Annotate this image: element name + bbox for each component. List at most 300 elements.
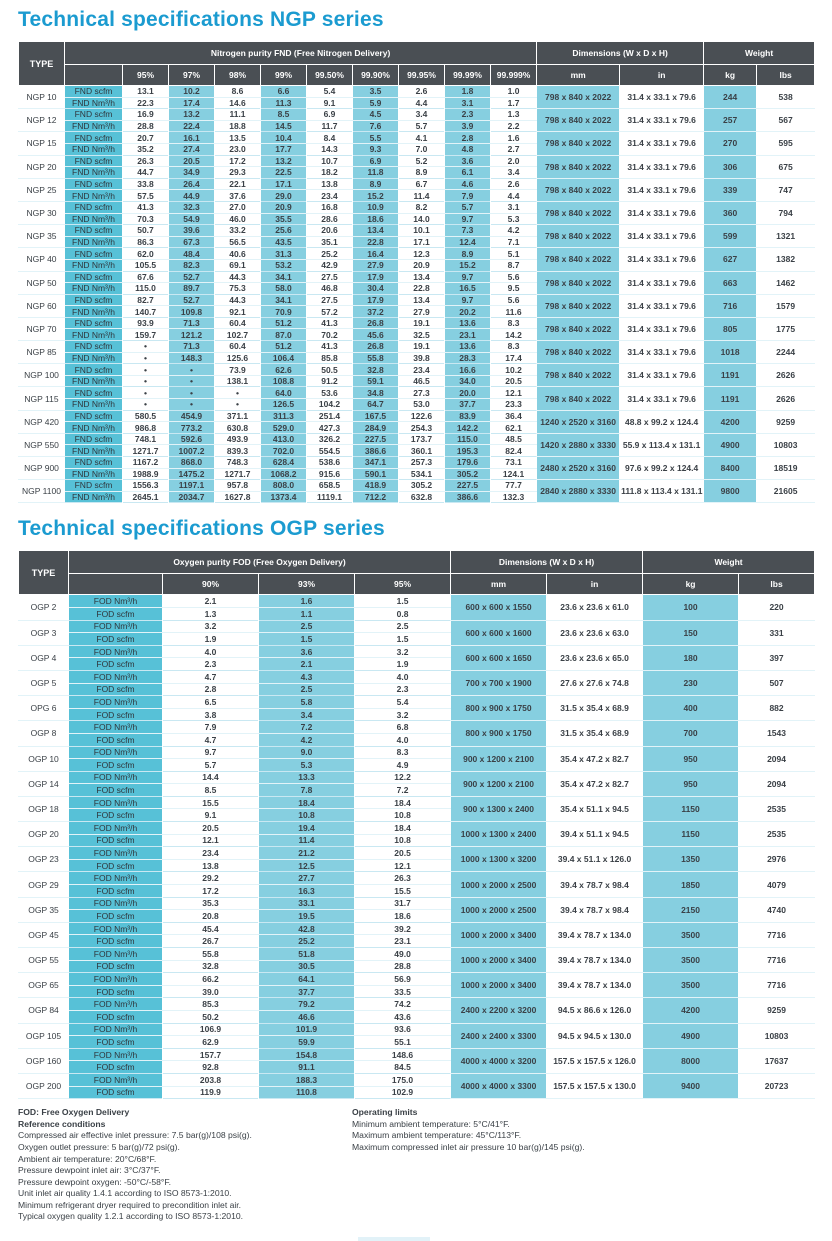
weight-lbs-cell: 21605 bbox=[757, 480, 815, 503]
dimensions-in-cell: 31.4 x 33.1 x 79.6 bbox=[620, 225, 704, 248]
weight-lbs-cell: 2094 bbox=[739, 746, 815, 771]
value-cell: 73.1 bbox=[491, 457, 537, 469]
value-cell: 9.3 bbox=[353, 143, 399, 155]
value-cell: 748.1 bbox=[123, 433, 169, 445]
value-cell: 19.1 bbox=[399, 341, 445, 353]
value-cell: 26.4 bbox=[169, 178, 215, 190]
weight-lbs-cell: 882 bbox=[739, 696, 815, 721]
value-cell: 5.7 bbox=[445, 201, 491, 213]
value-cell: 36.4 bbox=[491, 410, 537, 422]
value-cell: 20.9 bbox=[261, 201, 307, 213]
value-cell: 5.3 bbox=[491, 213, 537, 225]
value-cell: 1.3 bbox=[163, 607, 259, 620]
table-row bbox=[19, 645, 815, 658]
value-cell: 64.7 bbox=[353, 399, 399, 411]
value-cell: 11.4 bbox=[399, 190, 445, 202]
model-row-group bbox=[19, 721, 815, 746]
purity-column-header: 95% bbox=[355, 574, 451, 595]
table-row bbox=[19, 364, 815, 376]
value-cell: 3.2 bbox=[355, 645, 451, 658]
model-row-group bbox=[19, 271, 815, 294]
value-cell: 8.4 bbox=[307, 132, 353, 144]
value-cell: 106.4 bbox=[261, 352, 307, 364]
value-cell: 12.4 bbox=[445, 236, 491, 248]
value-cell: 91.1 bbox=[259, 1061, 355, 1074]
dimensions-in-cell: 35.4 x 47.2 x 82.7 bbox=[547, 771, 643, 796]
unit-label-cell: FND scfm bbox=[65, 201, 123, 213]
dimensions-mm-cell: 798 x 840 x 2022 bbox=[537, 387, 620, 410]
value-cell: 34.0 bbox=[445, 375, 491, 387]
dimensions-mm-cell: 600 x 600 x 1600 bbox=[451, 620, 547, 645]
ngp-spec-table bbox=[18, 41, 815, 503]
value-cell: 2.1 bbox=[259, 658, 355, 671]
value-cell: 418.9 bbox=[353, 480, 399, 492]
value-cell: 173.7 bbox=[399, 433, 445, 445]
value-cell: 71.3 bbox=[169, 317, 215, 329]
value-cell: 69.1 bbox=[215, 259, 261, 271]
value-cell: 8.9 bbox=[399, 167, 445, 179]
unit-label-cell: FOD scfm bbox=[69, 708, 163, 721]
dimensions-group-header: Dimensions (W x D x H) bbox=[537, 42, 704, 65]
value-cell: 67.6 bbox=[123, 271, 169, 283]
page-bottom-artifact bbox=[358, 1237, 430, 1241]
weight-lbs-cell: 10803 bbox=[757, 433, 815, 456]
unit-label-cell: FND Nm³/h bbox=[65, 306, 123, 318]
value-cell: 868.0 bbox=[169, 457, 215, 469]
model-row-group bbox=[19, 948, 815, 973]
value-cell: 91.2 bbox=[307, 375, 353, 387]
dimensions-in-cell: 35.4 x 51.1 x 94.5 bbox=[547, 796, 643, 821]
type-cell: OGP 55 bbox=[19, 948, 69, 973]
value-cell: 12.5 bbox=[259, 859, 355, 872]
unit-label-cell: FOD scfm bbox=[69, 960, 163, 973]
type-cell: NGP 900 bbox=[19, 457, 65, 480]
type-cell: NGP 1100 bbox=[19, 480, 65, 503]
unit-label-cell: FND scfm bbox=[65, 178, 123, 190]
value-cell: 28.3 bbox=[445, 352, 491, 364]
weight-lbs-cell: 7716 bbox=[739, 948, 815, 973]
weight-lbs-cell: 538 bbox=[757, 86, 815, 109]
value-cell: 3.9 bbox=[445, 120, 491, 132]
value-cell: 48.5 bbox=[491, 433, 537, 445]
type-cell: OGP 29 bbox=[19, 872, 69, 897]
value-cell: • bbox=[169, 387, 215, 399]
value-cell: 26.8 bbox=[353, 341, 399, 353]
value-cell: 27.7 bbox=[259, 872, 355, 885]
dimensions-in-cell: 39.4 x 78.7 x 134.0 bbox=[547, 973, 643, 998]
value-cell: 148.6 bbox=[355, 1048, 451, 1061]
value-cell: 42.9 bbox=[307, 259, 353, 271]
model-row-group bbox=[19, 847, 815, 872]
value-cell: 12.3 bbox=[399, 248, 445, 260]
dimensions-mm-cell: 800 x 900 x 1750 bbox=[451, 696, 547, 721]
value-cell: 37.7 bbox=[259, 985, 355, 998]
value-cell: 48.4 bbox=[169, 248, 215, 260]
value-cell: 8.7 bbox=[491, 259, 537, 271]
table-row bbox=[19, 155, 815, 167]
weight-lbs-cell: 17637 bbox=[739, 1048, 815, 1073]
dimensions-in-cell: 23.6 x 23.6 x 61.0 bbox=[547, 595, 643, 620]
dimensions-mm-cell: 1000 x 2000 x 2500 bbox=[451, 872, 547, 897]
value-cell: 13.8 bbox=[307, 178, 353, 190]
weight-lbs-cell: 2976 bbox=[739, 847, 815, 872]
value-cell: 14.6 bbox=[215, 97, 261, 109]
value-cell: 73.9 bbox=[215, 364, 261, 376]
type-cell: NGP 70 bbox=[19, 317, 65, 340]
weight-lbs-cell: 220 bbox=[739, 595, 815, 620]
value-cell: 17.1 bbox=[399, 236, 445, 248]
value-cell: 9.0 bbox=[259, 746, 355, 759]
table-row bbox=[19, 480, 815, 492]
value-cell: 27.9 bbox=[353, 259, 399, 271]
footnote-line: Maximum ambient temperature: 45°C/113°F. bbox=[352, 1130, 522, 1141]
model-row-group bbox=[19, 771, 815, 796]
value-cell: 39.8 bbox=[399, 352, 445, 364]
weight-kg-cell: 1018 bbox=[704, 341, 757, 364]
value-cell: 56.5 bbox=[215, 236, 261, 248]
value-cell: 35.5 bbox=[261, 213, 307, 225]
value-cell: 386.6 bbox=[353, 445, 399, 457]
unit-label-cell: FND scfm bbox=[65, 271, 123, 283]
weight-lbs-cell: 10803 bbox=[739, 1023, 815, 1048]
table-row bbox=[19, 822, 815, 835]
value-cell: 83.9 bbox=[445, 410, 491, 422]
footnotes-operating-limits bbox=[352, 1107, 772, 1153]
value-cell: 12.1 bbox=[491, 387, 537, 399]
type-cell: OGP 8 bbox=[19, 721, 69, 746]
purity-column-header: 99.50% bbox=[307, 65, 353, 86]
value-cell: 23.1 bbox=[445, 329, 491, 341]
value-cell: 360.1 bbox=[399, 445, 445, 457]
type-cell: NGP 50 bbox=[19, 271, 65, 294]
value-cell: 986.8 bbox=[123, 422, 169, 434]
table-row bbox=[19, 796, 815, 809]
value-cell: 3.8 bbox=[163, 708, 259, 721]
dimensions-mm-cell: 798 x 840 x 2022 bbox=[537, 178, 620, 201]
value-cell: 37.6 bbox=[215, 190, 261, 202]
dimensions-mm-cell: 1000 x 2000 x 3400 bbox=[451, 922, 547, 947]
unit-label-cell: FOD scfm bbox=[69, 1061, 163, 1074]
value-cell: 1197.1 bbox=[169, 480, 215, 492]
footnotes bbox=[0, 1099, 832, 1223]
dimensions-mm-cell: 600 x 600 x 1650 bbox=[451, 645, 547, 670]
type-cell: OPG 6 bbox=[19, 696, 69, 721]
weight-kg-cell: 8000 bbox=[643, 1048, 739, 1073]
value-cell: 33.2 bbox=[215, 225, 261, 237]
value-cell: 347.1 bbox=[353, 457, 399, 469]
model-row-group bbox=[19, 457, 815, 480]
unit-label-cell: FOD Nm³/h bbox=[69, 796, 163, 809]
value-cell: 1007.2 bbox=[169, 445, 215, 457]
value-cell: 7.0 bbox=[399, 143, 445, 155]
unit-label-cell: FOD scfm bbox=[69, 1086, 163, 1099]
weight-column-header: lbs bbox=[739, 574, 815, 595]
dimensions-mm-cell: 1000 x 1300 x 2400 bbox=[451, 822, 547, 847]
value-cell: 3.4 bbox=[399, 109, 445, 121]
model-row-group bbox=[19, 645, 815, 670]
value-cell: 22.1 bbox=[215, 178, 261, 190]
value-cell: 16.6 bbox=[445, 364, 491, 376]
value-cell: 14.3 bbox=[307, 143, 353, 155]
value-cell: 3.1 bbox=[445, 97, 491, 109]
footnote-line: Pressure dewpoint oxygen: -50°C/-58°F. bbox=[18, 1176, 172, 1187]
unit-label-cell: FND Nm³/h bbox=[65, 445, 123, 457]
value-cell: 1373.4 bbox=[261, 491, 307, 503]
dimensions-in-cell: 94.5 x 94.5 x 130.0 bbox=[547, 1023, 643, 1048]
weight-kg-cell: 360 bbox=[704, 201, 757, 224]
type-cell: NGP 85 bbox=[19, 341, 65, 364]
value-cell: 126.5 bbox=[261, 399, 307, 411]
value-cell: 8.3 bbox=[491, 317, 537, 329]
value-cell: • bbox=[169, 364, 215, 376]
value-cell: 39.0 bbox=[163, 985, 259, 998]
value-cell: 386.6 bbox=[445, 491, 491, 503]
value-cell: 71.3 bbox=[169, 341, 215, 353]
value-cell: 35.1 bbox=[307, 236, 353, 248]
table-row bbox=[19, 178, 815, 190]
value-cell: 105.5 bbox=[123, 259, 169, 271]
dimensions-mm-cell: 600 x 600 x 1550 bbox=[451, 595, 547, 620]
value-cell: 2.1 bbox=[163, 595, 259, 608]
model-row-group bbox=[19, 822, 815, 847]
dimensions-mm-cell: 1420 x 2880 x 3330 bbox=[537, 433, 620, 456]
value-cell: 4.8 bbox=[445, 143, 491, 155]
purity-column-header: 90% bbox=[163, 574, 259, 595]
value-cell: 808.0 bbox=[261, 480, 307, 492]
value-cell: 60.4 bbox=[215, 317, 261, 329]
value-cell: 1.9 bbox=[355, 658, 451, 671]
value-cell: 257.3 bbox=[399, 457, 445, 469]
value-cell: 60.4 bbox=[215, 341, 261, 353]
value-cell: 20.7 bbox=[123, 132, 169, 144]
model-row-group bbox=[19, 670, 815, 695]
value-cell: 33.5 bbox=[355, 985, 451, 998]
type-cell: OGP 65 bbox=[19, 973, 69, 998]
weight-kg-cell: 1150 bbox=[643, 796, 739, 821]
weight-kg-cell: 3500 bbox=[643, 922, 739, 947]
dimensions-in-cell: 39.4 x 78.7 x 98.4 bbox=[547, 872, 643, 897]
dimensions-mm-cell: 900 x 1200 x 2100 bbox=[451, 746, 547, 771]
value-cell: 37.2 bbox=[353, 306, 399, 318]
value-cell: 109.8 bbox=[169, 306, 215, 318]
model-row-group bbox=[19, 364, 815, 387]
model-row-group bbox=[19, 1073, 815, 1098]
model-row-group bbox=[19, 897, 815, 922]
value-cell: 5.2 bbox=[399, 155, 445, 167]
value-cell: 2.8 bbox=[163, 683, 259, 696]
value-cell: 87.0 bbox=[261, 329, 307, 341]
type-cell: OGP 200 bbox=[19, 1073, 69, 1098]
value-cell: 538.6 bbox=[307, 457, 353, 469]
value-cell: 3.1 bbox=[491, 201, 537, 213]
type-column-header: TYPE bbox=[19, 551, 69, 595]
table-row bbox=[19, 457, 815, 469]
dimensions-in-cell: 48.8 x 99.2 x 124.4 bbox=[620, 410, 704, 433]
value-cell: 34.1 bbox=[261, 271, 307, 283]
value-cell: 10.8 bbox=[259, 809, 355, 822]
value-cell: 8.3 bbox=[491, 341, 537, 353]
value-cell: 28.8 bbox=[123, 120, 169, 132]
value-cell: 20.5 bbox=[163, 822, 259, 835]
value-cell: 92.8 bbox=[163, 1061, 259, 1074]
value-cell: 4.0 bbox=[163, 645, 259, 658]
unit-label-cell: FND Nm³/h bbox=[65, 352, 123, 364]
value-cell: 5.6 bbox=[491, 294, 537, 306]
purity-column-header: 99.90% bbox=[353, 65, 399, 86]
value-cell: 10.7 bbox=[307, 155, 353, 167]
unit-label-cell: FND Nm³/h bbox=[65, 468, 123, 480]
dimensions-mm-cell: 798 x 840 x 2022 bbox=[537, 294, 620, 317]
value-cell: 20.8 bbox=[163, 910, 259, 923]
weight-kg-cell: 230 bbox=[643, 670, 739, 695]
value-cell: 305.2 bbox=[399, 480, 445, 492]
value-cell: 5.4 bbox=[355, 696, 451, 709]
value-cell: 11.6 bbox=[491, 306, 537, 318]
value-cell: • bbox=[123, 364, 169, 376]
unit-label-cell: FOD scfm bbox=[69, 633, 163, 646]
weight-lbs-cell: 1321 bbox=[757, 225, 815, 248]
value-cell: 62.6 bbox=[261, 364, 307, 376]
value-cell: 11.3 bbox=[261, 97, 307, 109]
value-cell: 454.9 bbox=[169, 410, 215, 422]
ogp-section bbox=[0, 517, 832, 1099]
value-cell: 1.3 bbox=[491, 109, 537, 121]
dimensions-in-cell: 31.4 x 33.1 x 79.6 bbox=[620, 317, 704, 340]
weight-kg-cell: 8400 bbox=[704, 457, 757, 480]
model-row-group bbox=[19, 1048, 815, 1073]
table-row bbox=[19, 771, 815, 784]
ogp-page-title: Technical specifications OGP series bbox=[18, 517, 385, 541]
model-row-group bbox=[19, 433, 815, 456]
value-cell: 12.1 bbox=[163, 834, 259, 847]
unit-label-cell: FOD Nm³/h bbox=[69, 721, 163, 734]
value-cell: 41.3 bbox=[307, 317, 353, 329]
value-cell: 20.5 bbox=[491, 375, 537, 387]
weight-column-header: lbs bbox=[757, 65, 815, 86]
value-cell: 26.8 bbox=[353, 317, 399, 329]
value-cell: 7.9 bbox=[445, 190, 491, 202]
unit-label-cell: FOD Nm³/h bbox=[69, 746, 163, 759]
unit-label-cell: FOD scfm bbox=[69, 910, 163, 923]
value-cell: 62.1 bbox=[491, 422, 537, 434]
value-cell: 25.2 bbox=[307, 248, 353, 260]
value-cell: 13.2 bbox=[169, 109, 215, 121]
footnote-line: FOD: Free Oxygen Delivery bbox=[18, 1107, 130, 1118]
weight-kg-cell: 716 bbox=[704, 294, 757, 317]
dimensions-in-cell: 39.4 x 51.1 x 126.0 bbox=[547, 847, 643, 872]
value-cell: 82.7 bbox=[123, 294, 169, 306]
unit-label-cell: FND scfm bbox=[65, 248, 123, 260]
weight-lbs-cell: 331 bbox=[739, 620, 815, 645]
value-cell: • bbox=[123, 352, 169, 364]
value-cell: 51.2 bbox=[261, 317, 307, 329]
footnote-line: Minimum ambient temperature: 5°C/41°F. bbox=[352, 1118, 510, 1129]
unit-label-cell: FOD Nm³/h bbox=[69, 822, 163, 835]
value-cell: 22.8 bbox=[399, 283, 445, 295]
dimensions-in-cell: 31.5 x 35.4 x 68.9 bbox=[547, 696, 643, 721]
unit-label-cell: FND scfm bbox=[65, 433, 123, 445]
value-cell: 157.7 bbox=[163, 1048, 259, 1061]
unit-column-header bbox=[69, 574, 163, 595]
dimensions-in-cell: 23.6 x 23.6 x 65.0 bbox=[547, 645, 643, 670]
model-row-group bbox=[19, 294, 815, 317]
weight-kg-cell: 180 bbox=[643, 645, 739, 670]
value-cell: 4.0 bbox=[355, 733, 451, 746]
value-cell: 25.6 bbox=[261, 225, 307, 237]
value-cell: 9.7 bbox=[445, 271, 491, 283]
value-cell: 121.2 bbox=[169, 329, 215, 341]
value-cell: 4.6 bbox=[445, 178, 491, 190]
weight-lbs-cell: 595 bbox=[757, 132, 815, 155]
value-cell: 70.9 bbox=[261, 306, 307, 318]
value-cell: 2.3 bbox=[355, 683, 451, 696]
type-cell: OGP 10 bbox=[19, 746, 69, 771]
value-cell: 10.2 bbox=[491, 364, 537, 376]
value-cell: 19.1 bbox=[399, 317, 445, 329]
ogp-spec-table bbox=[18, 550, 815, 1099]
value-cell: 53.6 bbox=[307, 387, 353, 399]
unit-label-cell: FND scfm bbox=[65, 109, 123, 121]
footnote-line: Typical oxygen quality 1.2.1 according to ISO 8573-1:2010. bbox=[18, 1211, 244, 1222]
value-cell: 284.9 bbox=[353, 422, 399, 434]
table-row bbox=[19, 1073, 815, 1086]
value-cell: 14.5 bbox=[261, 120, 307, 132]
value-cell: 42.8 bbox=[259, 922, 355, 935]
purity-column-header: 95% bbox=[123, 65, 169, 86]
value-cell: 23.0 bbox=[215, 143, 261, 155]
value-cell: 32.5 bbox=[399, 329, 445, 341]
value-cell: 124.1 bbox=[491, 468, 537, 480]
value-cell: 13.4 bbox=[399, 294, 445, 306]
dimensions-column-header: in bbox=[620, 65, 704, 86]
weight-kg-cell: 627 bbox=[704, 248, 757, 271]
dimensions-in-cell: 31.4 x 33.1 x 79.6 bbox=[620, 201, 704, 224]
value-cell: 55.8 bbox=[163, 948, 259, 961]
value-cell: 102.9 bbox=[355, 1086, 451, 1099]
value-cell: 119.9 bbox=[163, 1086, 259, 1099]
unit-label-cell: FOD Nm³/h bbox=[69, 897, 163, 910]
type-cell: NGP 60 bbox=[19, 294, 65, 317]
value-cell: 28.6 bbox=[307, 213, 353, 225]
weight-kg-cell: 257 bbox=[704, 109, 757, 132]
value-cell: 632.8 bbox=[399, 491, 445, 503]
value-cell: • bbox=[215, 399, 261, 411]
value-cell: 6.1 bbox=[445, 167, 491, 179]
footnote-line: Minimum refrigerant dryer required to precondition inlet air. bbox=[18, 1199, 242, 1210]
model-row-group bbox=[19, 86, 815, 109]
model-row-group bbox=[19, 595, 815, 620]
value-cell: 251.4 bbox=[307, 410, 353, 422]
unit-label-cell: FOD scfm bbox=[69, 1010, 163, 1023]
value-cell: 70.3 bbox=[123, 213, 169, 225]
table-row bbox=[19, 109, 815, 121]
value-cell: • bbox=[123, 375, 169, 387]
value-cell: 5.5 bbox=[353, 132, 399, 144]
value-cell: 52.7 bbox=[169, 294, 215, 306]
value-cell: 2.3 bbox=[445, 109, 491, 121]
value-cell: 55.8 bbox=[353, 352, 399, 364]
value-cell: 493.9 bbox=[215, 433, 261, 445]
value-cell: 14.4 bbox=[163, 771, 259, 784]
dimensions-mm-cell: 798 x 840 x 2022 bbox=[537, 225, 620, 248]
value-cell: 30.4 bbox=[353, 283, 399, 295]
value-cell: 22.3 bbox=[123, 97, 169, 109]
value-cell: 148.3 bbox=[169, 352, 215, 364]
weight-lbs-cell: 4079 bbox=[739, 872, 815, 897]
value-cell: 16.8 bbox=[307, 201, 353, 213]
value-cell: 138.1 bbox=[215, 375, 261, 387]
value-cell: 188.3 bbox=[259, 1073, 355, 1086]
